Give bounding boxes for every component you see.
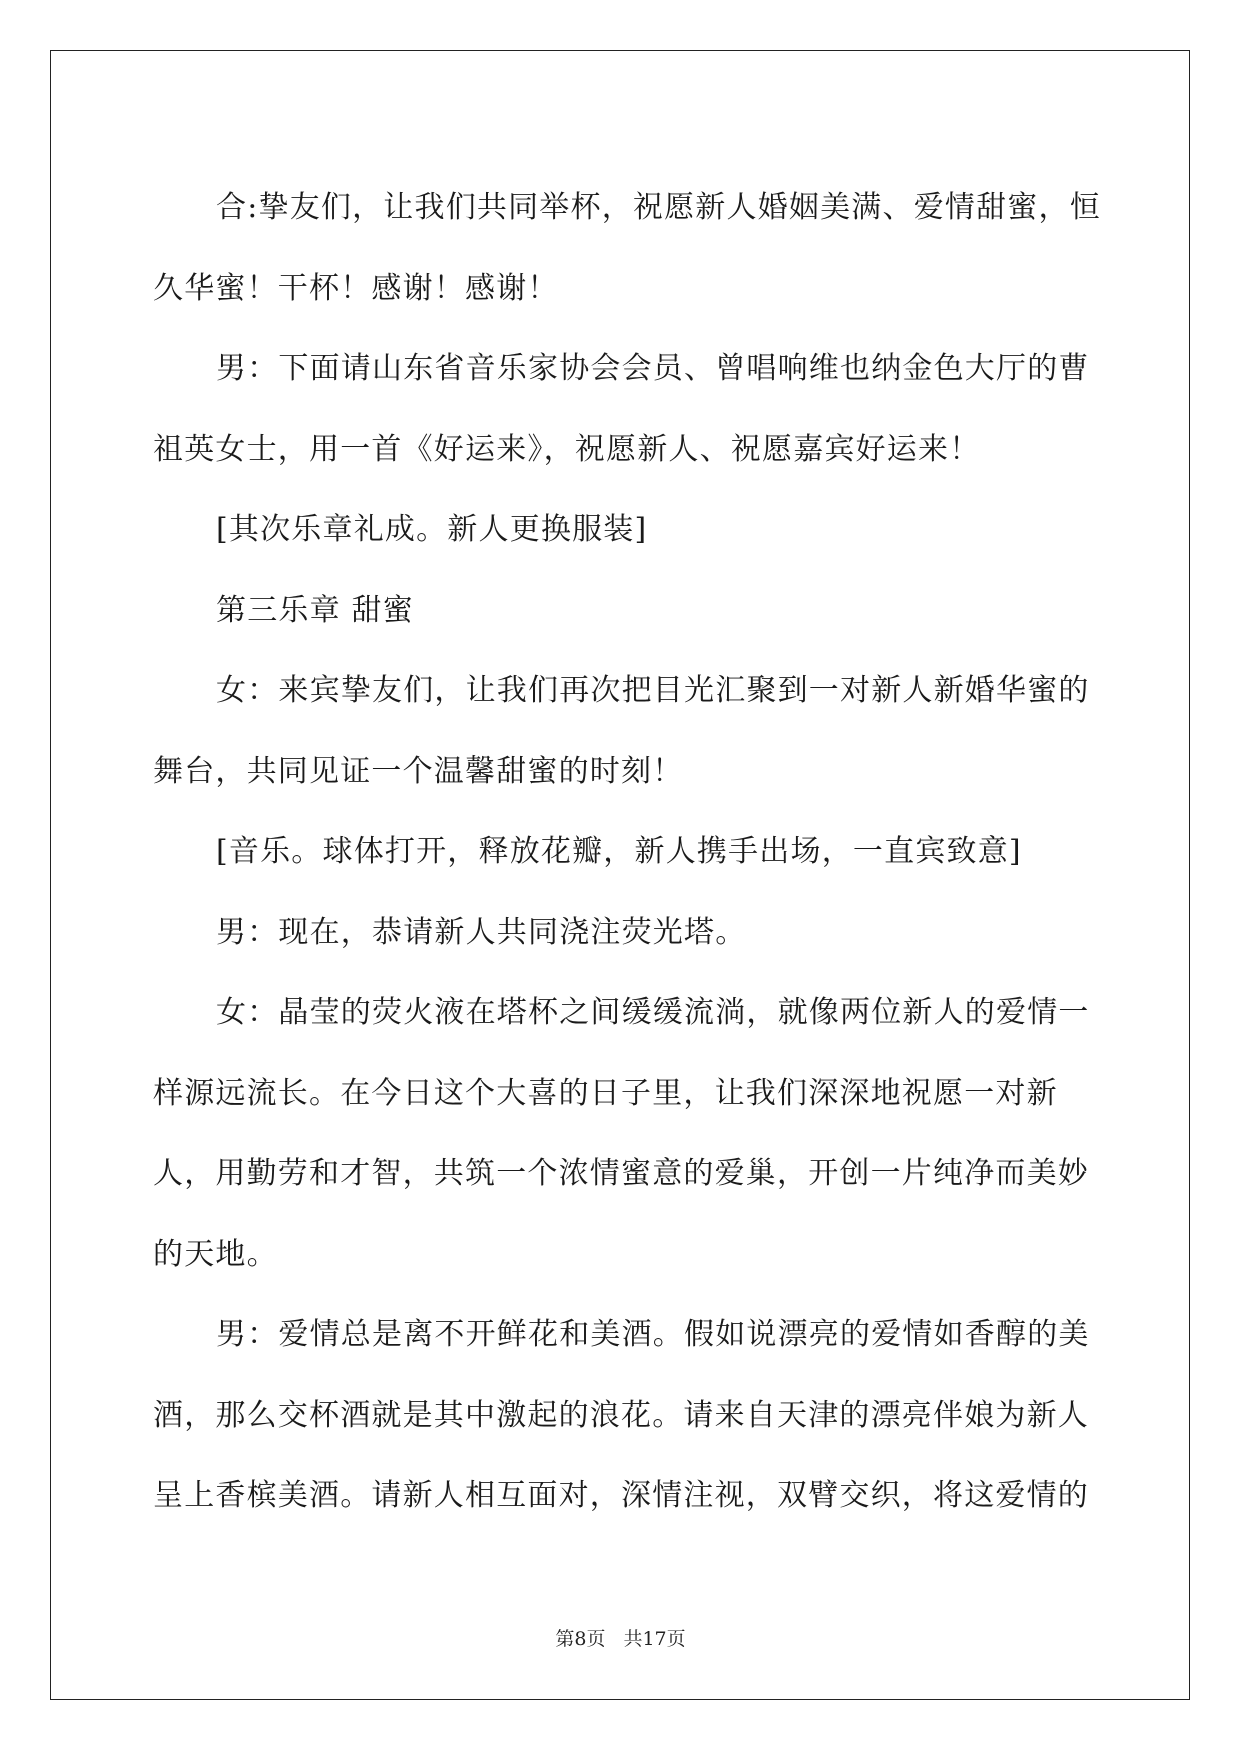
document-body: [153, 168, 1113, 1537]
paragraph: [其次乐章礼成。新人更换服装]: [216, 512, 648, 547]
paragraph: 男：下面请山东省音乐家协会会员、曾唱响维也纳金色大厅的曹祖英女士，用一首《好运来》，祝愿新人、祝愿嘉宾好运来！: [153, 351, 1090, 467]
page-total: 共17页: [623, 1628, 686, 1650]
paragraph: [音乐。球体打开，释放花瓣，新人携手出场，一直宾致意]: [216, 834, 1022, 869]
page-number: 第8页: [555, 1628, 606, 1650]
paragraph: 女：来宾挚友们，让我们再次把目光汇聚到一对新人新婚华蜜的舞台，共同见证一个温馨甜蜜的时刻！: [153, 673, 1090, 789]
page-footer: [0, 1624, 1241, 1651]
section-heading: 第三乐章 甜蜜: [216, 592, 414, 628]
paragraph: 男：爱情总是离不开鲜花和美酒。假如说漂亮的爱情如香醇的美酒，那么交杯酒就是其中激起的浪花。请来自天津的漂亮伴娘为新人呈上香槟美酒。请新人相互面对，深情注视，双臂交织，将这爱情的: [153, 1317, 1090, 1513]
paragraph: 男：现在，恭请新人共同浇注荧光塔。: [216, 914, 747, 950]
paragraph: 女：晶莹的荧火液在塔杯之间缓缓流淌，就像两位新人的爱情一样源远流长。在今日这个大喜的日子里，让我们深深地祝愿一对新人，用勤劳和才智，共筑一个浓情蜜意的爱巢，开创一片纯净而美妙的天地。: [153, 995, 1090, 1272]
paragraph: 合:挚友们，让我们共同举杯，祝愿新人婚姻美满、爱情甜蜜，恒久华蜜！干杯！感谢！感谢！: [153, 190, 1101, 306]
